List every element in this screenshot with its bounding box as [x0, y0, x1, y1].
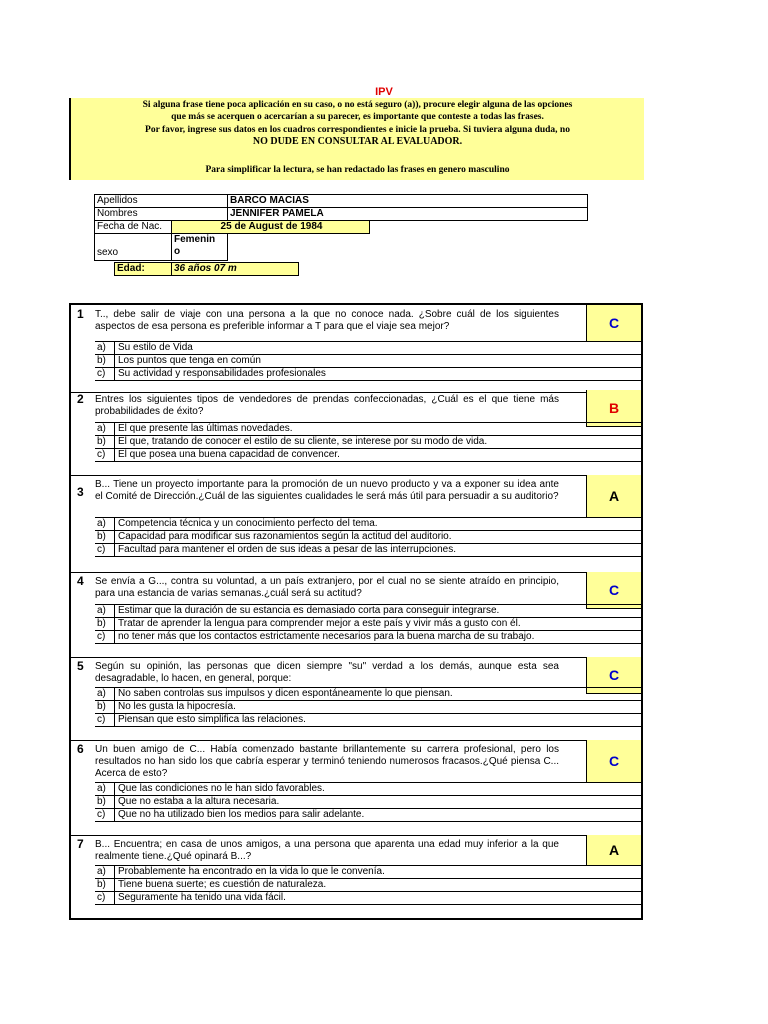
page-title: IPV: [375, 86, 393, 98]
option-text: Competencia técnica y un conocimiento perfecto del tema.: [118, 518, 378, 529]
option-letter: b): [95, 531, 115, 543]
option-text: Seguramente ha tenido una vida fácil.: [118, 892, 286, 903]
option-letter: c): [95, 368, 115, 380]
option-a[interactable]: [95, 865, 643, 878]
question-5: [69, 657, 643, 741]
question-number: 4: [77, 574, 84, 588]
option-b[interactable]: [95, 795, 643, 808]
option-text: Su actividad y responsabilidades profesionales: [118, 368, 326, 379]
answer-box[interactable]: C: [586, 572, 641, 609]
option-b[interactable]: [95, 700, 643, 713]
option-bottom-line: [95, 556, 643, 557]
option-text: Probablemente ha encontrado en la vida lo que le convenía.: [118, 866, 385, 877]
question-number: 2: [77, 392, 84, 406]
option-bottom-line: [95, 461, 643, 462]
option-letter: a): [95, 518, 115, 530]
option-letter: a): [95, 866, 115, 878]
question-text: Entres los siguientes tipos de vendedores de prendas confeccionadas, ¿Cuál es el que tiene más probabilidades de éxito?: [95, 394, 559, 417]
question-number: 3: [77, 485, 84, 499]
edad-label: Edad:: [114, 262, 172, 276]
question-text: B... Encuentra; en casa de unos amigos, a una persona que aparenta una edad muy inferior a la que realmente tiene.¿Qué opinará B...?: [95, 839, 559, 862]
instructions-box: [69, 98, 644, 180]
option-text: El que posea una buena capacidad de convencer.: [118, 449, 340, 460]
question-4: [69, 572, 643, 658]
option-letter: c): [95, 892, 115, 904]
sexo-label: sexo: [97, 247, 119, 258]
option-text: Que no ha utilizado bien los medios para salir adelante.: [118, 809, 365, 820]
option-bottom-line: [95, 643, 643, 644]
option-bottom-line: [95, 904, 643, 905]
option-b[interactable]: [95, 878, 643, 891]
option-text: Tiene buena suerte; es cuestión de naturaleza.: [118, 879, 327, 890]
nombres-label: Nombres: [94, 207, 228, 221]
instructions-line-2: que más se acerquen o acercarían a su parecer, es importante que conteste a todas las frases.: [171, 112, 544, 122]
option-letter: a): [95, 342, 115, 354]
option-c[interactable]: [95, 891, 643, 904]
question-3: [69, 475, 643, 573]
option-bottom-line: [95, 726, 643, 727]
question-text: Se envía a G..., contra su voluntad, a un país extranjero, por el cual no se siente atraído en principio, para una estancia de varias semanas.¿cuál será su actitud?: [95, 576, 559, 599]
option-a[interactable]: [95, 604, 643, 617]
apellidos-label: Apellidos: [94, 194, 228, 208]
option-text: Que no estaba a la altura necesaria.: [118, 796, 280, 807]
option-a[interactable]: [95, 782, 643, 795]
option-b[interactable]: [95, 617, 643, 630]
option-text: No les gusta la hipocresía.: [118, 701, 236, 712]
edad-field[interactable]: 36 años 07 m: [171, 262, 299, 276]
answer-box[interactable]: C: [586, 740, 641, 783]
option-c[interactable]: [95, 808, 643, 821]
option-text: Que las condiciones no le han sido favorables.: [118, 783, 325, 794]
option-text: No saben controlas sus impulsos y dicen espontáneamente lo que piensan.: [118, 688, 453, 699]
option-a[interactable]: [95, 687, 643, 700]
instructions-line-4: NO DUDE EN CONSULTAR AL EVALUADOR.: [252, 136, 463, 147]
fecha-label: Fecha de Nac.: [94, 220, 172, 234]
option-c[interactable]: [95, 630, 643, 643]
option-text: Estimar que la duración de su estancia es demasiado corta para conseguir integrarse.: [118, 605, 500, 616]
option-text: no tener más que los contactos estrictamente necesarios para la buena marcha de su trabajo.: [118, 631, 535, 642]
answer-box[interactable]: A: [586, 835, 641, 866]
option-letter: c): [95, 714, 115, 726]
option-bottom-line: [95, 380, 643, 381]
option-letter: a): [95, 688, 115, 700]
question-number: 6: [77, 742, 84, 756]
question-number: 1: [77, 307, 84, 321]
nombres-field[interactable]: JENNIFER PAMELA: [227, 207, 588, 221]
option-a[interactable]: [95, 517, 643, 530]
option-text: El que presente las últimas novedades.: [118, 423, 293, 434]
option-c[interactable]: [95, 448, 643, 461]
sexo-field[interactable]: [171, 233, 228, 261]
fecha-field[interactable]: 25 de August de 1984: [171, 220, 370, 234]
option-text: El que, tratando de conocer el estilo de su cliente, se interese por su modo de vida.: [118, 436, 488, 447]
question-7: [69, 835, 643, 919]
option-b[interactable]: [95, 354, 643, 367]
option-c[interactable]: [95, 713, 643, 726]
answer-box[interactable]: C: [586, 305, 641, 342]
option-text: Capacidad para modificar sus razonamientos según la actitud del auditorio.: [118, 531, 452, 542]
option-letter: c): [95, 809, 115, 821]
option-a[interactable]: [95, 341, 643, 354]
instructions-line-3: Por favor, ingrese sus datos en los cuadros correspondientes e inicie la prueba. Si tuviera alguna duda, no: [145, 125, 570, 135]
option-letter: b): [95, 701, 115, 713]
option-letter: c): [95, 449, 115, 461]
option-text: Tratar de aprender la lengua para comprender mejor a este país y vivir más a gusto con él.: [118, 618, 521, 629]
question-1: [69, 303, 643, 391]
question-number: 5: [77, 659, 84, 673]
option-letter: a): [95, 423, 115, 435]
option-c[interactable]: [95, 367, 643, 380]
option-text: Los puntos que tenga en común: [118, 355, 261, 366]
answer-box[interactable]: A: [586, 475, 641, 518]
option-c[interactable]: [95, 543, 643, 556]
table-bottom-border: [69, 918, 643, 920]
option-letter: b): [95, 436, 115, 448]
question-text: B... Tiene un proyecto importante para la promoción de un nuevo producto y va a exponer su idea ante el Comité de Dirección.¿Cuál de las siguientes cualidades le será más útil para persuadir a su auditorio?: [95, 479, 559, 502]
apellidos-field[interactable]: BARCO MACIAS: [227, 194, 588, 208]
question-number: 7: [77, 837, 84, 851]
sexo-cell: [94, 233, 172, 261]
answer-box[interactable]: C: [586, 657, 641, 694]
question-6: [69, 740, 643, 836]
question-2: [69, 390, 643, 476]
sexo-value-line-1: Femenin: [174, 234, 216, 245]
option-letter: b): [95, 355, 115, 367]
answer-box[interactable]: B: [586, 390, 641, 427]
instructions-line-5: Para simplificar la lectura, se han redactado las frases en genero masculino: [205, 165, 510, 175]
option-b[interactable]: [95, 530, 643, 543]
option-letter: c): [95, 544, 115, 556]
option-a[interactable]: [95, 422, 643, 435]
option-text: Su estilo de Vida: [118, 342, 193, 353]
option-letter: a): [95, 605, 115, 617]
option-letter: b): [95, 618, 115, 630]
instructions-line-1: Si alguna frase tiene poca aplicación en su caso, o no está seguro (a)), procure elegir alguna de las opciones: [142, 100, 573, 110]
option-letter: b): [95, 796, 115, 808]
question-text: Según su opinión, las personas que dicen siempre "su" verdad a los demás, aunque esta sea desagradable, lo hacen, en general, porque:: [95, 661, 559, 684]
question-text: T.., debe salir de viaje con una persona a la que no conoce nada. ¿Sobre cuál de los siguientes aspectos de esa persona es preferible informar a T para que el viaje sea mejor?: [95, 309, 559, 332]
question-text: Un buen amigo de C... Había comenzado bastante brillantemente su carrera profesional, pero los resultados no han sido los que cabría esperar y terminó teniendo numerosos fracasos.¿Qué piensa C... Acerca de esto?: [95, 744, 559, 779]
option-letter: a): [95, 783, 115, 795]
option-text: Facultad para mantener el orden de sus ideas a pesar de las interrupciones.: [118, 544, 456, 555]
sexo-value-line-2: o: [174, 246, 181, 257]
option-letter: c): [95, 631, 115, 643]
option-bottom-line: [95, 821, 643, 822]
option-text: Piensan que esto simplifica las relaciones.: [118, 714, 306, 725]
option-letter: b): [95, 879, 115, 891]
option-b[interactable]: [95, 435, 643, 448]
